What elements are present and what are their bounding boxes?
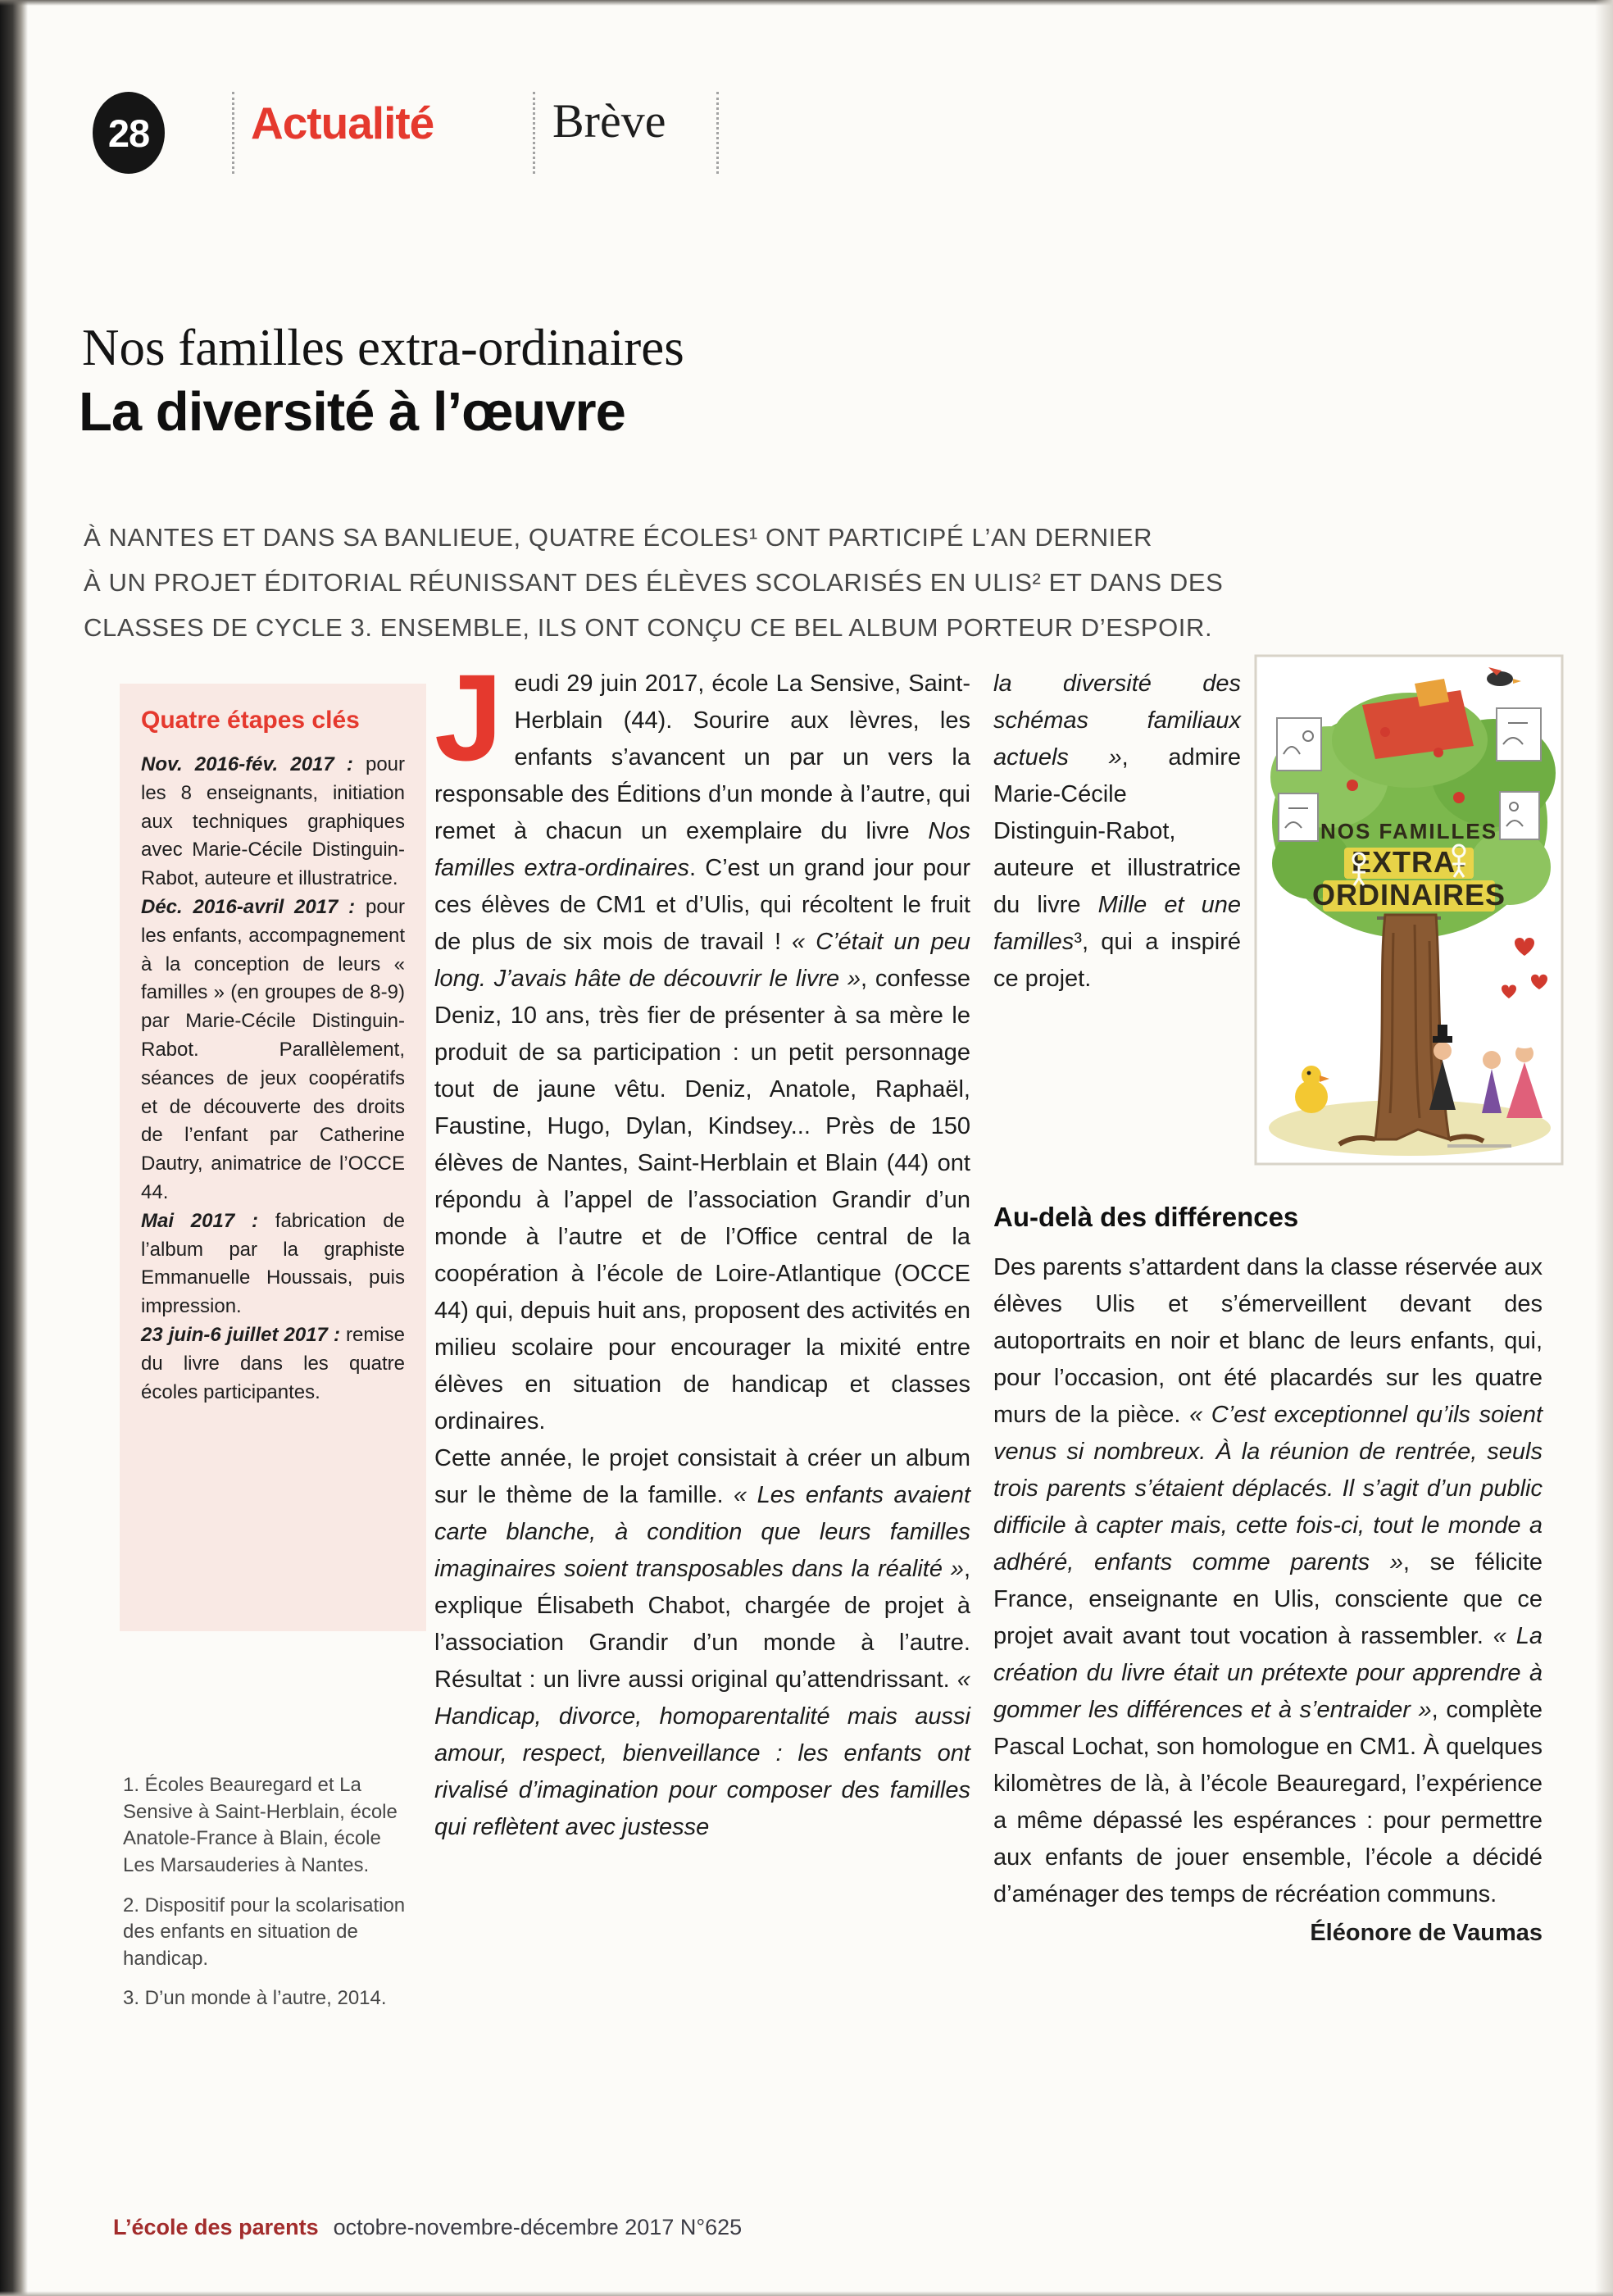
page-number: 28 (107, 111, 150, 155)
header-divider (716, 92, 719, 174)
sidebar-entry (141, 751, 405, 893)
standfirst-line: CLASSES DE CYCLE 3. ENSEMBLE, ILS ONT CONÇU CE BEL ALBUM PORTEUR D’ESPOIR. (84, 613, 1213, 642)
footnote-1: 1. Écoles Beauregard et La Sensive à Saint-Herblain, école Anatole-France à Blain, école Les Marsauderies à Nantes. (123, 1774, 398, 1876)
entry-date: 23 juin-6 juillet 2017 : (141, 1323, 340, 1346)
scan-edge-right (1595, 0, 1613, 2296)
header-divider (232, 92, 234, 174)
scan-edge-top (0, 0, 1613, 6)
entry-text: fabrication de l’album par la graphiste Emmanuelle Houssais, puis impression. (141, 1209, 405, 1318)
book-cover-illustration (1254, 654, 1564, 1166)
key-steps-sidebar (120, 684, 426, 1631)
body-column-2-narrow: la diversité des schémas familiaux actuels », admire Marie-Cécile Distinguin-Rabot, auteure et illustratrice du livre Mille et une familles³, qui a inspiré ce projet. (993, 671, 1241, 992)
sidebar-entry (141, 1321, 405, 1407)
standfirst-line: À UN PROJET ÉDITORIAL RÉUNISSANT DES ÉLÈVES SCOLARISÉS EN ULIS² ET DANS DES (84, 568, 1224, 597)
sidebar-title: Quatre étapes clés (141, 707, 360, 734)
sidebar-entry (141, 893, 405, 1207)
footnote-2: 2. Dispositif pour la scolarisation des enfants en situation de handicap. (123, 1894, 406, 1970)
body-column-2 (993, 1249, 1543, 1952)
body-paragraph (434, 648, 970, 1440)
entry-text: pour les 8 enseignants, initiation aux techniques graphiques avec Marie-Cécile Distinguin-Rabot, auteure et illustratrice. (141, 753, 405, 890)
rubric-label: Brève (552, 94, 666, 148)
body-paragraph: Des parents s’attardent dans la classe réservée aux élèves Ulis et s’émerveillent devant des autoportraits en noir et blanc de leurs enfants, qui, pour l’occasion, ont été placardés sur les quatre murs de la pièce. « C’est exceptionnel qu’ils soient venus si nombreux. À la réunion de rentrée, seuls trois parents s’étaient déplacés. Il s’agit d’un public difficile à capter mais, cette fois-ci, tout le monde a adhéré, enfants comme parents », se félicite France, enseignante en Ulis, consciente que ce projet avait avant tout vocation à rassembler. « La création du livre était un prétexte pour apprendre à gommer les différences et à s’entraider », complète Pascal Lochat, son homologue en CM1. À quelques kilomètres de là, à l’école Beauregard, l’expérience a même dépassé les espérances : pour permettre aux enfants de jouer ensemble, l’école a décidé d’aménager des temps de récréation communs. (993, 1254, 1543, 1907)
scan-edge-left (0, 0, 28, 2296)
body-column-1 (434, 648, 971, 1846)
book-cover-photo (1254, 654, 1564, 1166)
article-kicker: Nos familles extra-ordinaires (82, 319, 684, 376)
footnotes (123, 1772, 408, 2025)
section-heading: Au-delà des différences (993, 1202, 1299, 1232)
author-byline: Éléonore de Vaumas (1310, 1920, 1543, 1946)
section-label: Actualité (251, 98, 434, 148)
publisher-text-smudge (1447, 1144, 1511, 1148)
drop-cap: J (434, 648, 503, 786)
standfirst-line: À NANTES ET DANS SA BANLIEUE, QUATRE ÉCOLES¹ ONT PARTICIPÉ L’AN DERNIER (84, 523, 1153, 552)
entry-text: pour les enfants, accompagnement à la conception de leurs « familles » (en groupes de 8-9) par Marie-Cécile Distinguin-Rabot. Parallèlement, séances de jeux coopératifs et de découverte des droits de l’enfant par Catherine Dautry, animatrice de l’OCCE 44. (141, 895, 406, 1203)
sidebar-entry (141, 1207, 405, 1321)
book-title-line-2: EXTRA- (1352, 845, 1466, 879)
book-title-line-1: NOS FAMILLES (1320, 819, 1498, 843)
entry-date: Déc. 2016-avril 2017 : (141, 895, 356, 918)
footnote-3: 3. D’un monde à l’autre, 2014. (123, 1987, 387, 2010)
page-number-badge (93, 92, 165, 174)
paragraph-text: eudi 29 juin 2017, école La Sensive, Saint-Herblain (44). Sourire aux lèvres, les enfants s’avancent un par un vers la responsable des Éditions d’un monde à l’autre, qui remet à chacun un exemplaire du livre Nos familles extra-ordinaires. C’est un grand jour pour ces élèves de CM1 et d’Ulis, qui récoltent le fruit de plus de six mois de travail ! « C’était un peu long. J’avais hâte de découvrir le livre », confesse Deniz, 10 ans, très fier de présenter à sa mère le produit de sa participation : un petit personnage tout de jaune vêtu. Deniz, Anatole, Raphaël, Faustine, Hugo, Dylan, Kindsey... Près de 150 élèves de Nantes, Saint-Herblain et Blain (44) ont répondu à l’appel de l’association Grandir d’un monde à l’autre et de l’Office central de la coopération à l’école de Loire-Atlantique (OCCE 44) qui, depuis huit ans, proposent des activités en milieu scolaire pour encourager la mixité entre élèves en situation de handicap et classes ordinaires. (434, 671, 970, 1434)
body-paragraph: Cette année, le projet consistait à créer un album sur le thème de la famille. « Les enfants avaient carte blanche, à condition que leurs familles imaginaires soient transposables dans la réalité », explique Élisabeth Chabot, chargée de projet à l’association Grandir d’un monde à l’autre. Résultat : un livre aussi original qu’attendrissant. « Handicap, divorce, homoparentalité mais aussi amour, respect, bienveillance : les enfants ont rivalisé d’imagination pour composer des familles qui reflètent avec justesse (434, 1445, 971, 1840)
article-title: La diversité à l’œuvre (79, 381, 625, 443)
header-divider (533, 92, 535, 174)
magazine-brand: L’école des parents (113, 2215, 319, 2239)
entry-text: remise du livre dans les quatre écoles participantes. (141, 1323, 405, 1403)
scan-edge-bottom (0, 2291, 1613, 2296)
issue-info: octobre-novembre-décembre 2017 N°625 (333, 2215, 743, 2239)
book-title-line-3: ORDINAIRES (1311, 878, 1506, 912)
article-standfirst (84, 515, 1543, 650)
entry-date: Mai 2017 : (141, 1209, 258, 1232)
page-footer (113, 2215, 742, 2240)
entry-date: Nov. 2016-fév. 2017 : (141, 753, 353, 775)
